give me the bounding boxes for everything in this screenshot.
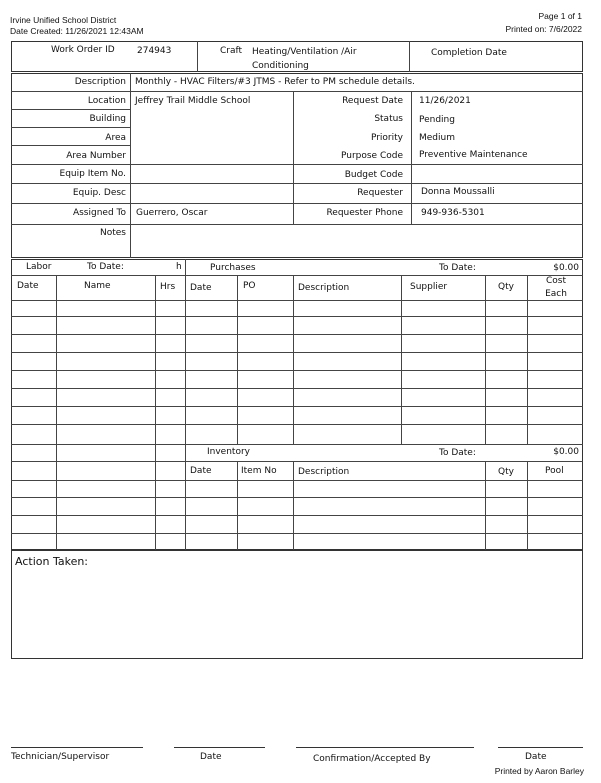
request-date-label: Request Date bbox=[342, 96, 403, 106]
row-line bbox=[11, 109, 131, 110]
purchases-col-description: Description bbox=[298, 283, 350, 293]
header-line bbox=[11, 300, 583, 301]
col-line bbox=[485, 275, 486, 444]
technician-supervisor-label: Technician/Supervisor bbox=[11, 752, 110, 762]
col-line bbox=[293, 275, 294, 444]
table-row-line bbox=[11, 334, 583, 335]
purchases-col-po: PO bbox=[243, 281, 256, 291]
budget-code-label: Budget Code bbox=[344, 170, 403, 180]
table-row-line bbox=[11, 515, 186, 516]
page-number: Page 1 of 1 bbox=[538, 11, 582, 21]
requester-label: Requester bbox=[357, 188, 403, 198]
status-value: Pending bbox=[419, 115, 455, 125]
purchases-to-date-label: To Date: bbox=[439, 263, 476, 273]
row-line bbox=[11, 183, 583, 184]
signature-line bbox=[498, 747, 583, 748]
inventory-col-qty: Qty bbox=[498, 467, 514, 477]
assigned-label: Assigned To bbox=[72, 208, 126, 218]
description-value: Monthly - HVAC Filters/#3 JTMS - Refer to PM schedule details. bbox=[135, 77, 415, 87]
equip-item-label: Equip Item No. bbox=[59, 169, 126, 179]
purpose-code-value: Preventive Maintenance bbox=[419, 150, 528, 160]
inventory-col-date: Date bbox=[190, 466, 212, 476]
area-label: Area bbox=[105, 133, 126, 143]
status-label: Status bbox=[374, 114, 403, 124]
table-row-line bbox=[11, 533, 186, 534]
col-line bbox=[527, 461, 528, 550]
inventory-to-date-label: To Date: bbox=[439, 448, 476, 458]
table-row-line bbox=[11, 406, 583, 407]
work-order-label: Work Order ID bbox=[51, 45, 115, 55]
equip-desc-label: Equip. Desc bbox=[72, 188, 126, 198]
requester-phone-label: Requester Phone bbox=[326, 208, 403, 218]
row-line bbox=[11, 164, 583, 165]
printed-on: Printed on: 7/6/2022 bbox=[505, 24, 582, 34]
org-name: Irvine Unified School District bbox=[10, 15, 117, 25]
labor-title: Labor bbox=[26, 262, 52, 272]
inventory-col-pool: Pool bbox=[545, 466, 564, 476]
divider bbox=[409, 41, 410, 72]
purchases-col-date: Date bbox=[190, 283, 212, 293]
assigned-value: Guerrero, Oscar bbox=[136, 208, 208, 218]
header-line bbox=[186, 461, 583, 462]
col-line bbox=[401, 275, 402, 444]
date-label: Date bbox=[525, 752, 547, 762]
inventory-total: $0.00 bbox=[553, 447, 579, 457]
labor-col-hrs: Hrs bbox=[160, 282, 176, 292]
table-row-line bbox=[11, 497, 186, 498]
craft-value: Heating/Ventilation /Air bbox=[252, 47, 357, 57]
date-created: Date Created: 11/26/2021 12:43AM bbox=[10, 26, 144, 36]
labor-to-date-label: To Date: bbox=[87, 262, 124, 272]
confirmation-label: Confirmation/Accepted By bbox=[313, 754, 431, 764]
purchases-col-each: Each bbox=[545, 289, 567, 299]
purchases-total: $0.00 bbox=[553, 263, 579, 273]
printed-by: Printed by Aaron Barley bbox=[494, 766, 584, 776]
area-number-label: Area Number bbox=[66, 151, 126, 161]
table-row-line bbox=[11, 316, 583, 317]
priority-value: Medium bbox=[419, 133, 455, 143]
divider bbox=[411, 91, 412, 224]
inventory-title: Inventory bbox=[207, 447, 250, 457]
divider bbox=[293, 91, 294, 224]
inventory-col-description: Description bbox=[298, 467, 350, 477]
col-line bbox=[56, 275, 57, 550]
col-line bbox=[293, 461, 294, 550]
labor-col-date: Date bbox=[17, 281, 39, 291]
labor-col-name: Name bbox=[84, 281, 111, 291]
table-row-line bbox=[186, 515, 583, 516]
col-line bbox=[155, 275, 156, 550]
requester-phone-value: 949-936-5301 bbox=[421, 208, 485, 218]
signature-line bbox=[174, 747, 265, 748]
row-line bbox=[11, 91, 583, 92]
action-taken-box bbox=[11, 550, 583, 659]
request-date-value: 11/26/2021 bbox=[419, 96, 471, 106]
building-label: Building bbox=[89, 114, 126, 124]
priority-label: Priority bbox=[370, 133, 403, 143]
table-row-line bbox=[11, 424, 583, 425]
location-label: Location bbox=[87, 96, 126, 106]
signature-line bbox=[11, 747, 143, 748]
purpose-code-label: Purpose Code bbox=[340, 151, 403, 161]
col-line bbox=[237, 461, 238, 550]
header-line bbox=[186, 480, 583, 481]
purchases-col-cost: Cost bbox=[545, 276, 566, 286]
signature-line bbox=[296, 747, 474, 748]
table-row-line bbox=[186, 497, 583, 498]
craft-value-cont: Conditioning bbox=[252, 61, 309, 71]
craft-label: Craft bbox=[220, 46, 243, 56]
table-row-line bbox=[11, 444, 583, 445]
date-label: Date bbox=[200, 752, 222, 762]
divider bbox=[197, 41, 198, 72]
table-row-line bbox=[186, 533, 583, 534]
action-taken-label: Action Taken: bbox=[15, 555, 89, 568]
table-row-line bbox=[11, 480, 186, 481]
row-line bbox=[11, 203, 583, 204]
labor-hours-unit: h bbox=[176, 262, 182, 272]
row-line bbox=[11, 127, 131, 128]
col-line bbox=[237, 275, 238, 444]
requester-value: Donna Moussalli bbox=[421, 187, 495, 197]
table-row-line bbox=[11, 461, 186, 462]
table-row-line bbox=[11, 352, 583, 353]
row-line bbox=[11, 145, 131, 146]
purchases-col-qty: Qty bbox=[498, 282, 514, 292]
completion-date-label: Completion Date bbox=[431, 48, 507, 58]
description-label: Description bbox=[74, 77, 126, 87]
table-row-line bbox=[11, 388, 583, 389]
work-order-id: 274943 bbox=[137, 46, 172, 56]
labor-purchases-table bbox=[11, 259, 583, 550]
col-line bbox=[185, 259, 186, 550]
col-line bbox=[527, 275, 528, 444]
notes-label: Notes bbox=[100, 228, 126, 238]
location-value: Jeffrey Trail Middle School bbox=[135, 96, 251, 106]
purchases-col-supplier: Supplier bbox=[410, 282, 448, 292]
col-line bbox=[485, 461, 486, 550]
header-line bbox=[11, 275, 583, 276]
table-row-line bbox=[11, 370, 583, 371]
row-line bbox=[11, 224, 583, 225]
divider bbox=[130, 73, 131, 258]
inventory-col-item-no: Item No bbox=[241, 466, 277, 476]
purchases-title: Purchases bbox=[210, 263, 256, 273]
